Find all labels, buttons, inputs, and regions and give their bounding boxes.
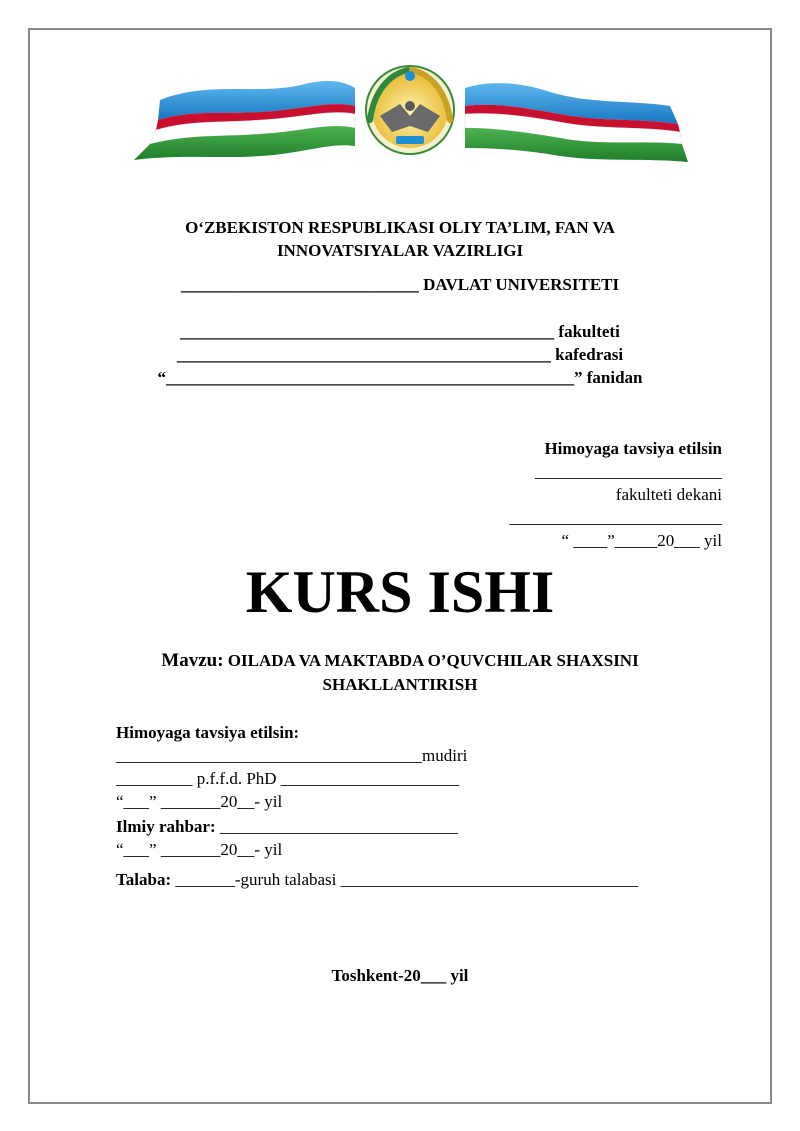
supervisor-blank: ____________________________ bbox=[215, 817, 458, 836]
approval-date: “ ____”_____20___ yil bbox=[561, 531, 722, 550]
supervisor-line bbox=[116, 818, 458, 835]
emblem-flag-banner bbox=[130, 62, 690, 172]
university-line: ____________________________ DAVLAT UNIVERSITETI bbox=[180, 275, 620, 294]
topic-text-1: OILADA VA MAKTABDA O’QUVCHILAR SHAXSINI bbox=[223, 651, 639, 670]
supervisor-label: Ilmiy rahbar: bbox=[116, 817, 216, 836]
defense-title: Himoyaga tavsiya etilsin: bbox=[116, 723, 300, 742]
student-line bbox=[116, 871, 638, 888]
approval-name-line: _________________________ bbox=[509, 508, 722, 527]
student-label: Talaba: bbox=[116, 870, 172, 889]
department-line: ____________________________________________ kafedrasi bbox=[176, 345, 624, 364]
document-title: KURS ISHI bbox=[245, 559, 555, 625]
ministry-line-2: INNOVATSIYALAR VAZIRLIGI bbox=[276, 241, 524, 260]
topic-line-1 bbox=[0, 651, 800, 670]
faculty-line: ____________________________________________ fakulteti bbox=[180, 322, 620, 341]
student-blank: _______-guruh talabasi ___________________________________ bbox=[171, 870, 639, 889]
department-head-line: ____________________________________mudiri bbox=[116, 746, 468, 765]
topic-label: Mavzu: bbox=[161, 650, 224, 671]
subject-line: “________________________________________________” fanidan bbox=[157, 368, 643, 387]
approval-signature-line: ______________________ bbox=[535, 462, 722, 481]
approval-title: Himoyaga tavsiya etilsin bbox=[544, 439, 722, 458]
ministry-line-1: O‘ZBEKISTON RESPUBLIKASI OLIY TA’LIM, FAN VA bbox=[185, 218, 615, 237]
flag-right bbox=[465, 83, 688, 162]
defense-date-1: “___” _______20__- yil bbox=[116, 792, 283, 811]
emblem bbox=[366, 66, 454, 154]
flag-left bbox=[134, 81, 355, 160]
defense-date-2: “___” _______20__- yil bbox=[116, 840, 283, 859]
city-year: Toshkent-20___ yil bbox=[331, 966, 469, 985]
phd-line: _________ p.f.f.d. PhD _____________________ bbox=[116, 769, 460, 788]
approval-dean-label: fakulteti dekani bbox=[615, 485, 722, 504]
topic-line-2: SHAKLLANTIRISH bbox=[322, 675, 478, 694]
